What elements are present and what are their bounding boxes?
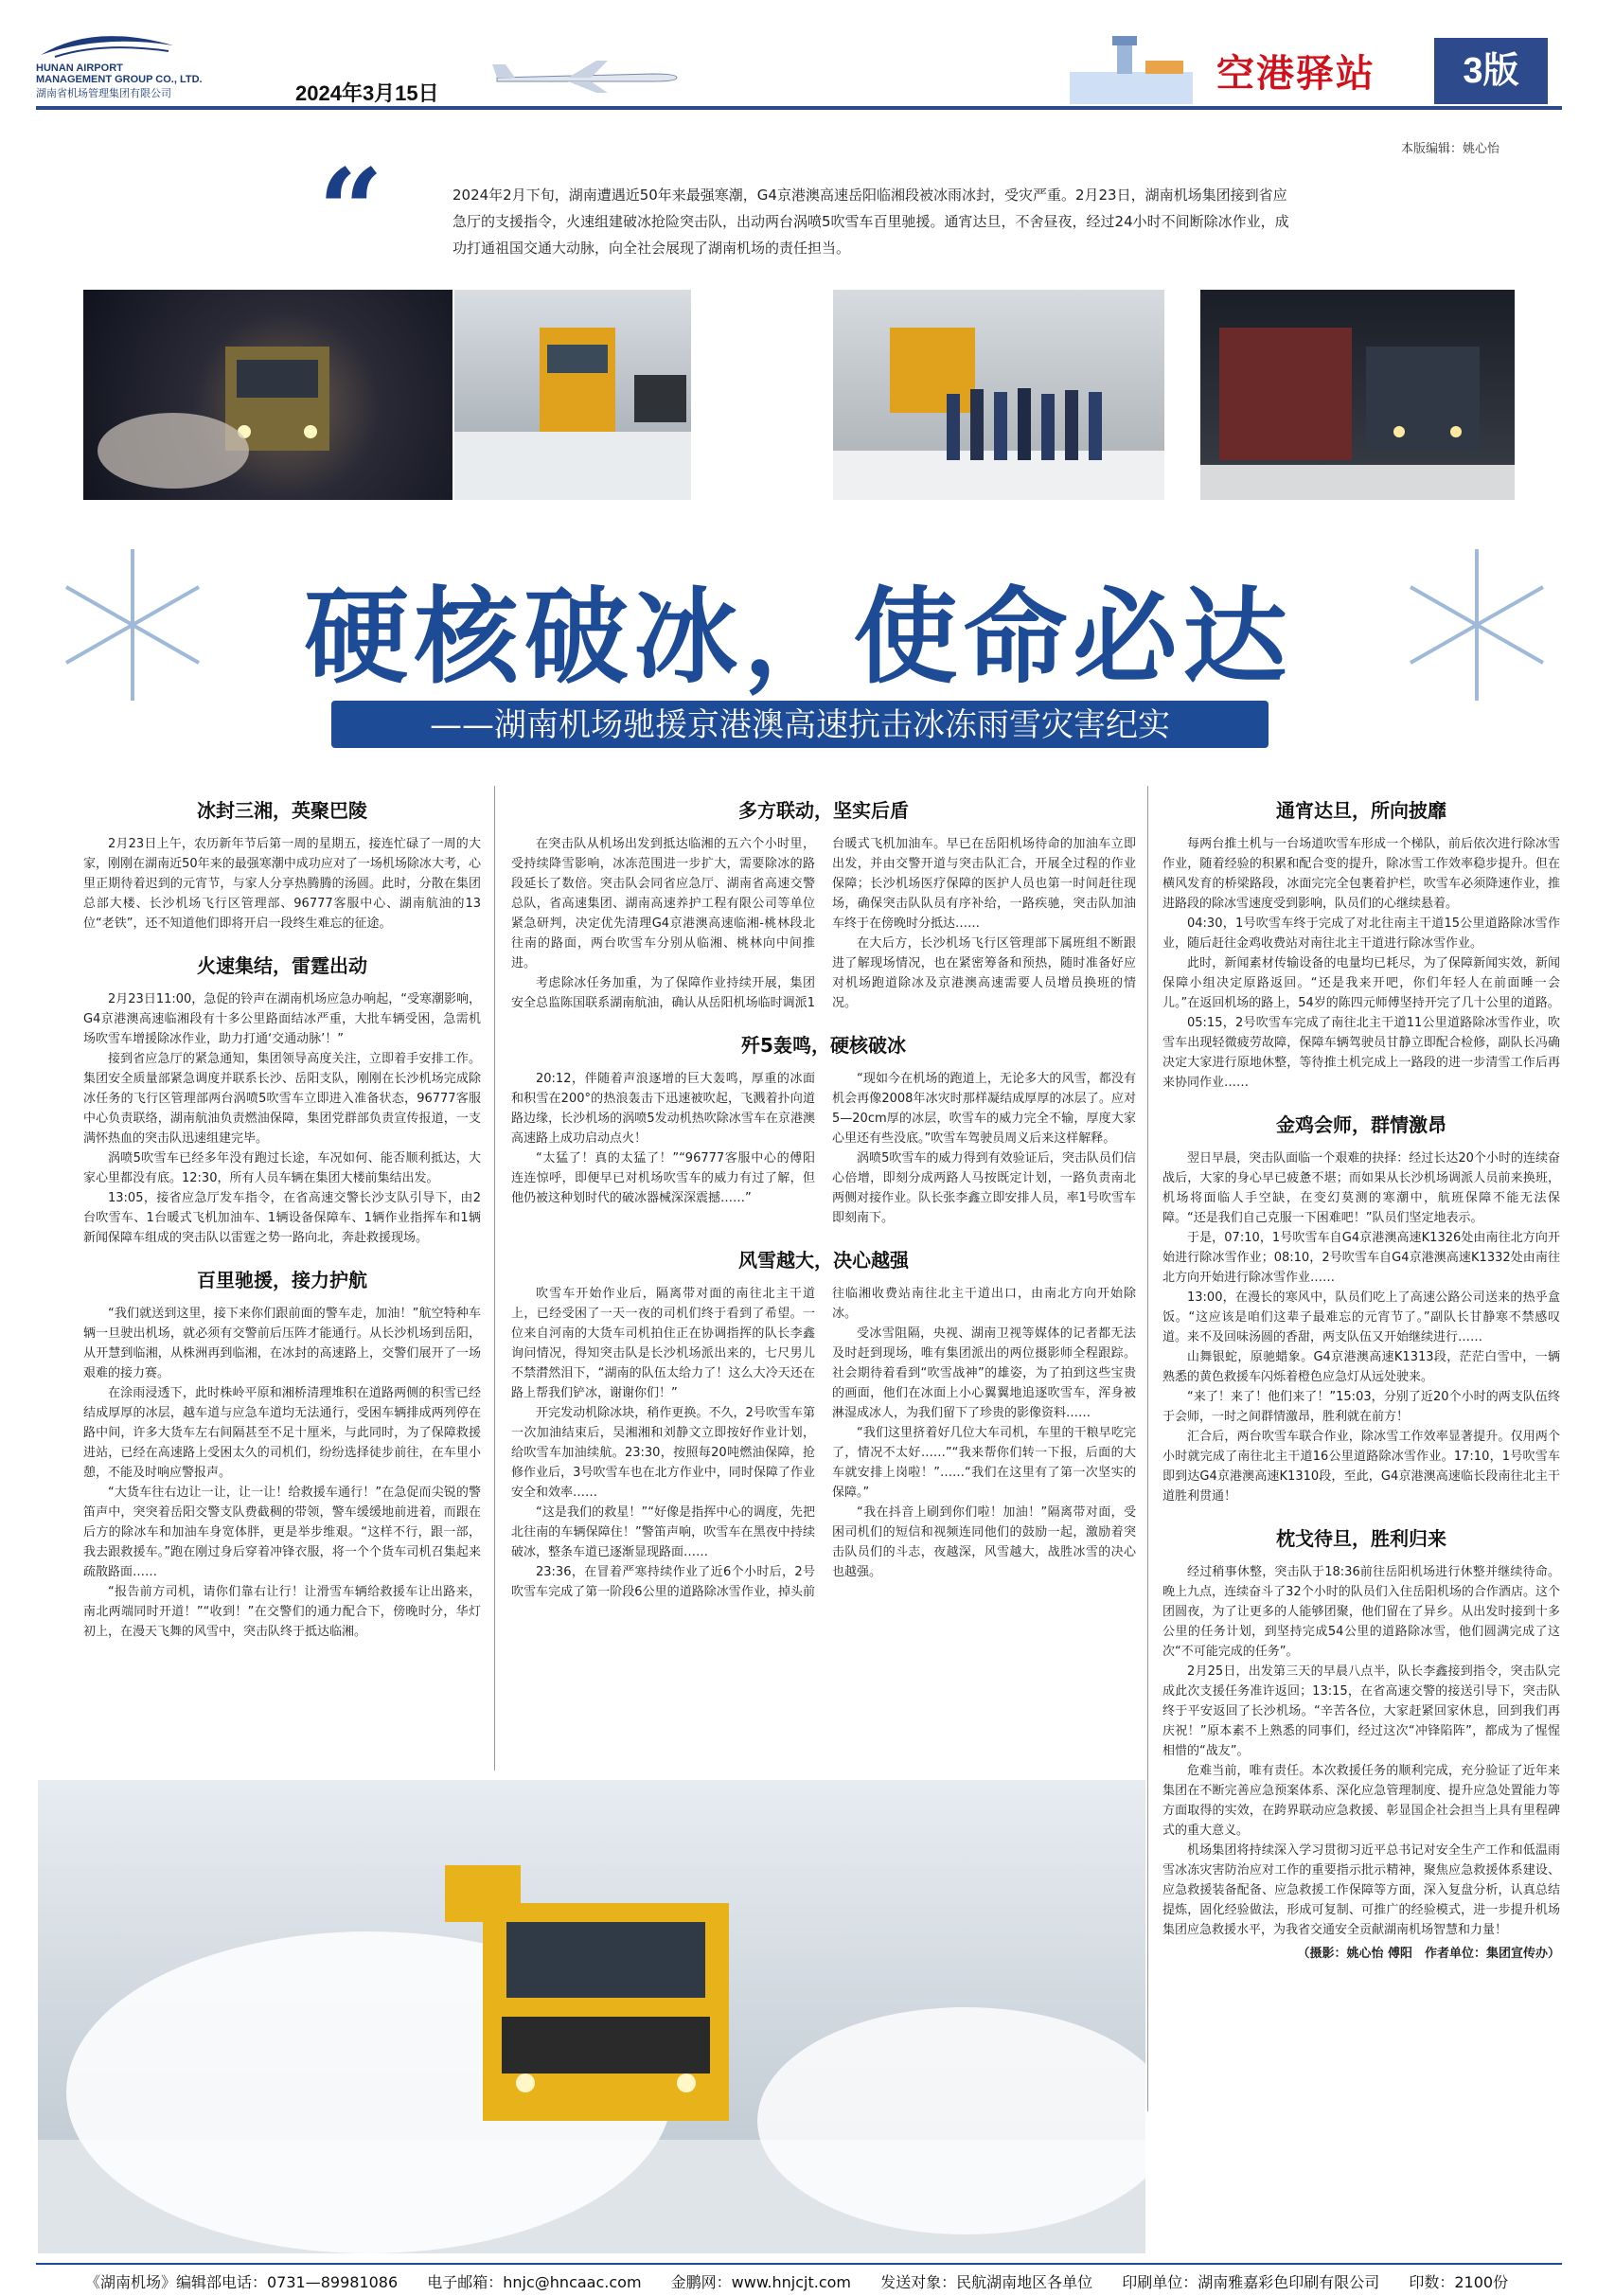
paragraph: “大货车往右边让一让，让一让！给救援车通行！”在急促而尖锐的警笛声中，突突着岳阳交警支队费截稠的带领，警车缓缓地前进着，而跟在后方的除冰车和加油车身宽体胖，更是举步维艰。“这样不行，跟一部，我去跟救援车。”跑在刚过身后穿着冲锋衣服，将一个个货车司机召集起来疏散路面…… bbox=[83, 1486, 481, 1579]
page-number: 3版 bbox=[1434, 38, 1548, 104]
main-headline: 硬核破冰，使命必达 bbox=[304, 576, 1293, 698]
paragraph: “我们这里挤着好几位大车司机，车里的干粮早吃完了，情况不太好……”“我来帮你们转一下报，后面的大车就安排上岗啦！”……“我们在这里有了第一次坚实的保障。” bbox=[832, 1426, 1136, 1500]
terminal-building-icon bbox=[1060, 34, 1202, 106]
column-1 bbox=[83, 795, 481, 1642]
footer-rule bbox=[36, 2263, 1562, 2265]
section-title: 百里驰援，接力护航 bbox=[197, 1269, 367, 1291]
footer-printer: 印刷单位：湖南雅嘉彩色印刷有限公司 bbox=[1122, 2273, 1380, 2291]
section-title: 火速集结，雷霆出动 bbox=[197, 954, 367, 977]
masthead bbox=[0, 0, 1597, 114]
photo-credit: （摄影：姚心怡 傅阳 作者单位：集团宣传办） bbox=[1297, 1947, 1560, 1961]
paragraph: 在涂雨浸透下，此时株岭平原和湘桥清理堆积在道路两侧的积雪已经结成厚厚的冰层，越车道与应急车道均无法通行，受困车辆排成两列停在路中间，许多大货车左右间隔甚至不足十厘米，与此同时，为了保障救援进站，已经在高速路上受困太久的司机们，纷纷选择徒步前往，在车里小憩，不能及时响应警报声。 bbox=[83, 1386, 481, 1480]
footer-phone: 《湖南机场》编辑部电话：0731—89981086 bbox=[85, 2273, 399, 2291]
paragraph: 开完发动机除冰块，稍作更换。不久，2号吹雪车第一次加油结束后，吴湘湘和刘静文立即按好作业计划，给吹雪车加油续航。23:30，按照每20吨燃油保障，抢修作业后，3号吹雪车也在北方作业中，同时保障了作业安全和效率…… bbox=[511, 1406, 815, 1500]
paragraph: 吹雪车开始作业后，隔离带对面的南往北主干道上，已经受困了一天一夜的司机们终于看到了希望。一位来自河南的大货车司机拍住正在协调指挥的队长李鑫询问情况，得知突击队是长沙机场派出来的，七尺男儿不禁潸然泪下，“湖南的队伍太给力了！这么大冷天还在路上帮我们铲冰，谢谢你们！” bbox=[511, 1287, 815, 1400]
intro-text: 2024年2月下旬，湖南遭遇近50年来最强寒潮，G4京港澳高速岳阳临湘段被冰雨冰封，受灾严重。2月23日，湖南机场集团接到省应急厅的支援指令，火速组建破冰抢险突击队，出动两台涡喷5吹雪车百里驰援。通宵达旦，不舍昼夜，经过24小时不间断除冰作业，成功打通祖国交通大动脉，向全社会展现了湖南机场的责任担当。 bbox=[452, 187, 1289, 257]
column-name: 空港驿站 bbox=[1216, 51, 1375, 96]
paragraph: 汇合后，两台吹雪车联合作业，除冰雪工作效率显著提升。仅用两个小时就完成了南往北主干道16公里道路除冰雪作业。17:10，1号吹雪车即到达G4京港澳高速K1310段，至此，G4京港澳高速临长段南往北主干道胜利贯通！ bbox=[1162, 1430, 1560, 1504]
paragraph: 2月23日上午，农历新年节后第一周的星期五，接连忙碌了一周的大家，刚刚在湖南近50年来的最强寒潮中成功应对了一场机场除冰大考，心里正期待着迟到的元宵节，与家人分享热腾腾的汤圆。此时，分散在集团总部大楼、长沙机场飞行区管理部、96777客服中心、湖南航油的13位“老铁”，还不知道他们即将开启一段终生难忘的征途。 bbox=[83, 837, 481, 931]
column-divider bbox=[494, 786, 495, 1771]
paragraph: 每两台推土机与一台场道吹雪车形成一个梯队，前后依次进行除冰雪作业，随着经验的积累和配合变的提升，除冰雪工作效率稳步提升。但在横风发育的桥梁路段，冰面完完全包裹着护栏，吹雪车必须降速作业，推进路段的除冰雪速度受到影响，队员们的心继续悬着。 bbox=[1162, 837, 1560, 911]
paragraph: 经过稍事休整，突击队于18:36前往岳阳机场进行休整并继续待命。晚上九点，连续奋斗了32个小时的队员们入住岳阳机场的合作酒店。这个团圆夜，为了让更多的人能够团聚，他们留在了异乡。从出发时接到十多公里的任务计划，到坚持完成54公里的道路除冰雪，他们圆满完成了这次“不可能完成的任务”。 bbox=[1162, 1565, 1560, 1659]
paragraph: 在大后方，长沙机场飞行区管理部下属班组不断跟进了解现场情况，也在紧密筹备和预热，随时准备好应对机场跑道除冰及京港澳高速需要人员增员换班的情况。 bbox=[832, 936, 1136, 1010]
logo-en-line2: MANAGEMENT GROUP CO., LTD. bbox=[36, 74, 203, 85]
paragraph: 04:30，1号吹雪车终于完成了对北往南主干道15公里道路除冰雪作业，随后赶往金鸡收费站对南往北主干道进行除冰雪作业。 bbox=[1162, 917, 1560, 951]
section-title: 冰封三湘，英聚巴陵 bbox=[197, 799, 367, 822]
paragraph: “这是我们的救星！”“好像是指挥中心的调度，先把北往南的车辆保障住！”警笛声响，吹雪车在黑夜中持续破冰，整条车道已逐渐显现路面…… bbox=[511, 1505, 815, 1559]
section-title: 多方联动，坚实后盾 bbox=[738, 799, 909, 822]
paragraph: 此时，新闻素材传输设备的电量均已耗尽，为了保障新闻实效，新闻保障小组决定原路返回。“还是我来开吧，你们年轻人在前面睡一会儿。”在返回机场的路上，54岁的陈四元师傅坚持开完了几十公里的道路。 bbox=[1162, 956, 1560, 1010]
airplane-icon bbox=[492, 57, 682, 95]
column-3 bbox=[1162, 795, 1560, 1964]
paragraph: 于是，07:10，1号吹雪车自G4京港澳高速K1326处由南往北方向开始进行除冰雪作业；08:10，2号吹雪车自G4京港澳高速K1332处由南往北方向开始进行除冰雪作业…… bbox=[1162, 1231, 1560, 1285]
logo-cn: 湖南省机场管理集团有限公司 bbox=[36, 87, 171, 99]
paragraph: “太猛了！真的太猛了！”“96777客服中心的傅阳连连惊呼，即便早已对机场吹雪车的威力有过了解，但他仍被这种划时代的破冰器械深深震撼……” bbox=[511, 1151, 815, 1205]
page-editor: 本版编辑：姚心怡 bbox=[1401, 142, 1500, 156]
paragraph: “报告前方司机，请你们靠右让行！让滑雪车辆给救援车让出路来，南北两端同时开道！”“收到！”在交警们的通力配合下，傍晚时分，华灯初上，在漫天飞舞的风雪中，突击队终于抵达临湘。 bbox=[83, 1585, 481, 1639]
header-rule bbox=[36, 106, 1562, 110]
footer-website: 金鹏网：www.hnjcjt.com bbox=[670, 2273, 852, 2291]
paragraph: 翌日早晨，突击队面临一个艰难的抉择：经过长达20个小时的连续奋战后，大家的身心早已疲惫不堪；而如果从长沙机场调派人员前来换班，机场将面临人手空缺，在变幻莫测的寒潮中，航班保障不能无法保障。“还是我们自己克服一下困难吧！”队员们坚定地表示。 bbox=[1162, 1151, 1560, 1225]
paragraph: 2月25日，出发第三天的早晨八点半，队长李鑫接到指令，突击队完成此次支援任务准许返回；13:15，在省高速交警的接送引导下，突击队终于平安返回了长沙机场。“辛苦各位，大家赶紧回家休息，回到我们再庆祝！”原本素不上熟悉的同事们，经过这次“冲锋陷阵”，都成为了惺惺相惜的“战友”。 bbox=[1162, 1664, 1560, 1758]
logo-text bbox=[36, 62, 320, 138]
paragraph: 13:05，接省应急厅发车指令，在省高速交警长沙支队引导下，由2台吹雪车、1台暖式飞机加油车、1辆设备保障车、1辆作业指挥车和1辆新闻保障车组成的突击队以雷霆之势一路向北，奔赴救援现场。 bbox=[83, 1191, 481, 1245]
airport-logo-icon bbox=[36, 28, 178, 61]
section-title: 通宵达旦，所向披靡 bbox=[1276, 799, 1446, 822]
paragraph: 危难当前，唯有责任。本次救援任务的顺利完成，充分验证了近年来集团在不断完善应急预案体系、深化应急管理制度、提升应急处置能力等方面取得的实效，在跨界联动应急救援、彰显国企社会担当上具有里程碑式的重大意义。 bbox=[1162, 1764, 1560, 1838]
paragraph: 受冰雪阻隔，央视、湖南卫视等媒体的记者都无法及时赶到现场，唯有集团派出的两位摄影师全程跟踪。社会期待着看到“吹雪战神”的雄姿，为了拍到这些宝贵的画面，他们在冰面上小心翼翼地追逐吹雪车，浑身被淋湿成冰人，为我们留下了珍贵的影像资料…… bbox=[832, 1326, 1136, 1420]
footer-email: 电子邮箱：hnjc@hncaac.com bbox=[427, 2273, 642, 2291]
paragraph: 接到省应急厅的紧急通知，集团领导高度关注，立即着手安排工作。集团安全质量部紧急调度并联系长沙、岳阳支队，刚刚在长沙机场完成除冰任务的飞行区管理部两台涡喷5吹雪车立即进入准备状态，96777客服中心负责联络，湖南航油负责燃油保障，集团党群部负责宣传报道，一支满怀热血的突击队迅速组建完毕。 bbox=[83, 1052, 481, 1146]
paragraph: 05:15，2号吹雪车完成了南往北主干道11公里道路除冰雪作业，吹雪车出现轻微疲劳故障，保障车辆驾驶员甘静立即配合检修，副队长冯确决定大家进行原地休整，等待推土机完成上一路段的进一步清雪工作后再来协同作业…… bbox=[1162, 1016, 1560, 1090]
paragraph: “现如今在机场的跑道上，无论多大的风雪，都没有机会再像2008年冰灾时那样凝结成厚厚的冰层了。应对5—20cm厚的冰层，吹雪车的威力完全不输，厚度大家心里还有些没底。”吹雪车驾驶员周义后来这样解释。 bbox=[832, 1072, 1136, 1146]
photo-stranded-trucks bbox=[1200, 290, 1515, 500]
paragraph: 机场集团将持续深入学习贯彻习近平总书记对安全生产工作和低温雨雪冰冻灾害防治应对工作的重要指示批示精神，聚焦应急救援体系建设、应急救援装备配备、应急救援工作保障等方面，深入复盘分析，认真总结提炼，固化经验做法，形成可复制、可推广的经验模式，进一步提升机场集团应急救援水平，为我省交通安全贡献湖南机场智慧和力量！ bbox=[1162, 1843, 1560, 1937]
photo-night-snowplow bbox=[83, 290, 452, 500]
column-2 bbox=[511, 795, 1136, 1602]
footer bbox=[85, 2270, 1562, 2292]
photo-team-group bbox=[833, 290, 1164, 500]
footer-distribution: 发送对象：民航湖南地区各单位 bbox=[880, 2273, 1093, 2291]
section-body bbox=[511, 1069, 1136, 1228]
issue-date: 2024年3月15日 bbox=[295, 81, 439, 105]
logo-en-line1: HUNAN AIRPORT bbox=[36, 62, 123, 74]
section-title: 枕戈待旦，胜利归来 bbox=[1276, 1527, 1446, 1550]
footer-print-run: 印数：2100份 bbox=[1409, 2273, 1509, 2291]
paragraph: “我在抖音上刷到你们啦！加油！”隔离带对面，受困司机们的短信和视频连同他们的鼓励一起，激励着突击队员们的斗志，夜越深，风雪越大，战胜冰雪的决心也越强。 bbox=[832, 1505, 1136, 1579]
paragraph: “来了！来了！他们来了！”15:03，分别了近20个小时的两支队伍终于会师，一时之间群情激昂，胜利就在前方！ bbox=[1162, 1390, 1560, 1424]
photo-snowplows-convoy bbox=[454, 290, 691, 500]
quote-mark-icon: “ bbox=[318, 144, 384, 277]
section-title: 金鸡会师，群情激昂 bbox=[1276, 1113, 1446, 1136]
section-body bbox=[511, 1284, 1136, 1602]
paragraph: 涡喷5吹雪车已经多年没有跑过长途，车况如何、能否顺利抵达，大家心里都没有底。12:30，所有人员车辆在集团大楼前集结出发。 bbox=[83, 1151, 481, 1185]
paragraph: 山舞银蛇，原驰蜡象。G4京港澳高速K1313段，茫茫白雪中，一辆熟悉的黄色救援车闪烁着橙色应急灯从远处驶来。 bbox=[1162, 1350, 1560, 1384]
paragraph: 13:00，在漫长的寒风中，队员们吃上了高速公路公司送来的热乎盒饭。“这应该是咱们这辈子最难忘的元宵节了。”副队长甘静寒不禁感叹道。来不及回味汤圆的香甜，两支队伍又开始继续进行…… bbox=[1162, 1290, 1560, 1344]
section-title: 风雪越大，决心越强 bbox=[738, 1249, 909, 1272]
section-title: 歼5轰鸣，硬核破冰 bbox=[741, 1034, 906, 1057]
photo-snowplow-blowing bbox=[38, 1780, 1145, 2253]
paragraph: 20:12，伴随着声浪逐增的巨大轰鸣，厚重的冰面和积雪在200°的热浪轰击下迅速被吹起，飞溅着扑向道路边缘，长沙机场的涡喷5发动机热吹除冰雪车在京港澳高速路上成功启动点火！ bbox=[511, 1072, 815, 1146]
section-body bbox=[511, 834, 1136, 1013]
paragraph: 2月23日11:00，急促的铃声在湖南机场应急办响起，“受寒潮影响，G4京港澳高速临湘段有十多公里路面结冰严重，大批车辆受困，急需机场吹雪车增援除冰作业，助力打通‘交通动脉’！” bbox=[83, 992, 482, 1046]
column-divider bbox=[1147, 786, 1148, 2111]
paragraph: 涡喷5吹雪车的威力得到有效验证后，突击队员们信心倍增，即刻分成两路人马按既定计划，一路负责南北两侧对接作业。队长张李鑫立即安排人员，率1号吹雪车即刻南下。 bbox=[832, 1151, 1136, 1225]
paragraph: 23:36，在冒着严寒持续作业了近6个小时后，2号吹雪车完成了第一阶段6公里的道路除冰雪作业，掉头前往临湘收费站南往北主干道出口，由南北方向开始除冰。 bbox=[511, 1287, 1136, 1599]
paragraph: 在突击队从机场出发到抵达临湘的五六个小时里，受持续降雪影响，冰冻范围进一步扩大，需要除冰的路段延长了数倍。突击队会同省应急厅、湖南省高速交警总队，省高速集团、湖南高速养护工程有限公司等单位紧急研判，决定优先清理G4京港澳高速临湘-桃林段北往南的路面，两台吹雪车分别从临湘、桃林向中间推进。 bbox=[511, 837, 815, 970]
subheadline: ——湖南机场驰援京港澳高速抗击冰冻雨雪灾害纪实 bbox=[430, 706, 1170, 744]
paragraph: 考虑除冰任务加重，为了保障作业持续开展，集团安全总监陈国联系湖南航油，确认从岳阳机场临时调派1台暖式飞机加油车。早已在岳阳机场待命的加油车立即出发，并由交警开道与突击队汇合，开展全过程的作业保障；长沙机场医疗保障的医护人员也第一时间赶往现场，确保突击队队员有序补给，一路疾驰，突击队加油车终于在傍晚时分抵达…… bbox=[511, 837, 1136, 1010]
paragraph: “我们就送到这里，接下来你们跟前面的警车走，加油！”航空特种车辆一旦驶出机场，就必须有交警前后压阵才能通行。从长沙机场到岳阳，从开慧到临湘，从株洲再到临湘，在冰封的高速路上，交警们展开了一场艰难的接力赛。 bbox=[83, 1307, 481, 1380]
